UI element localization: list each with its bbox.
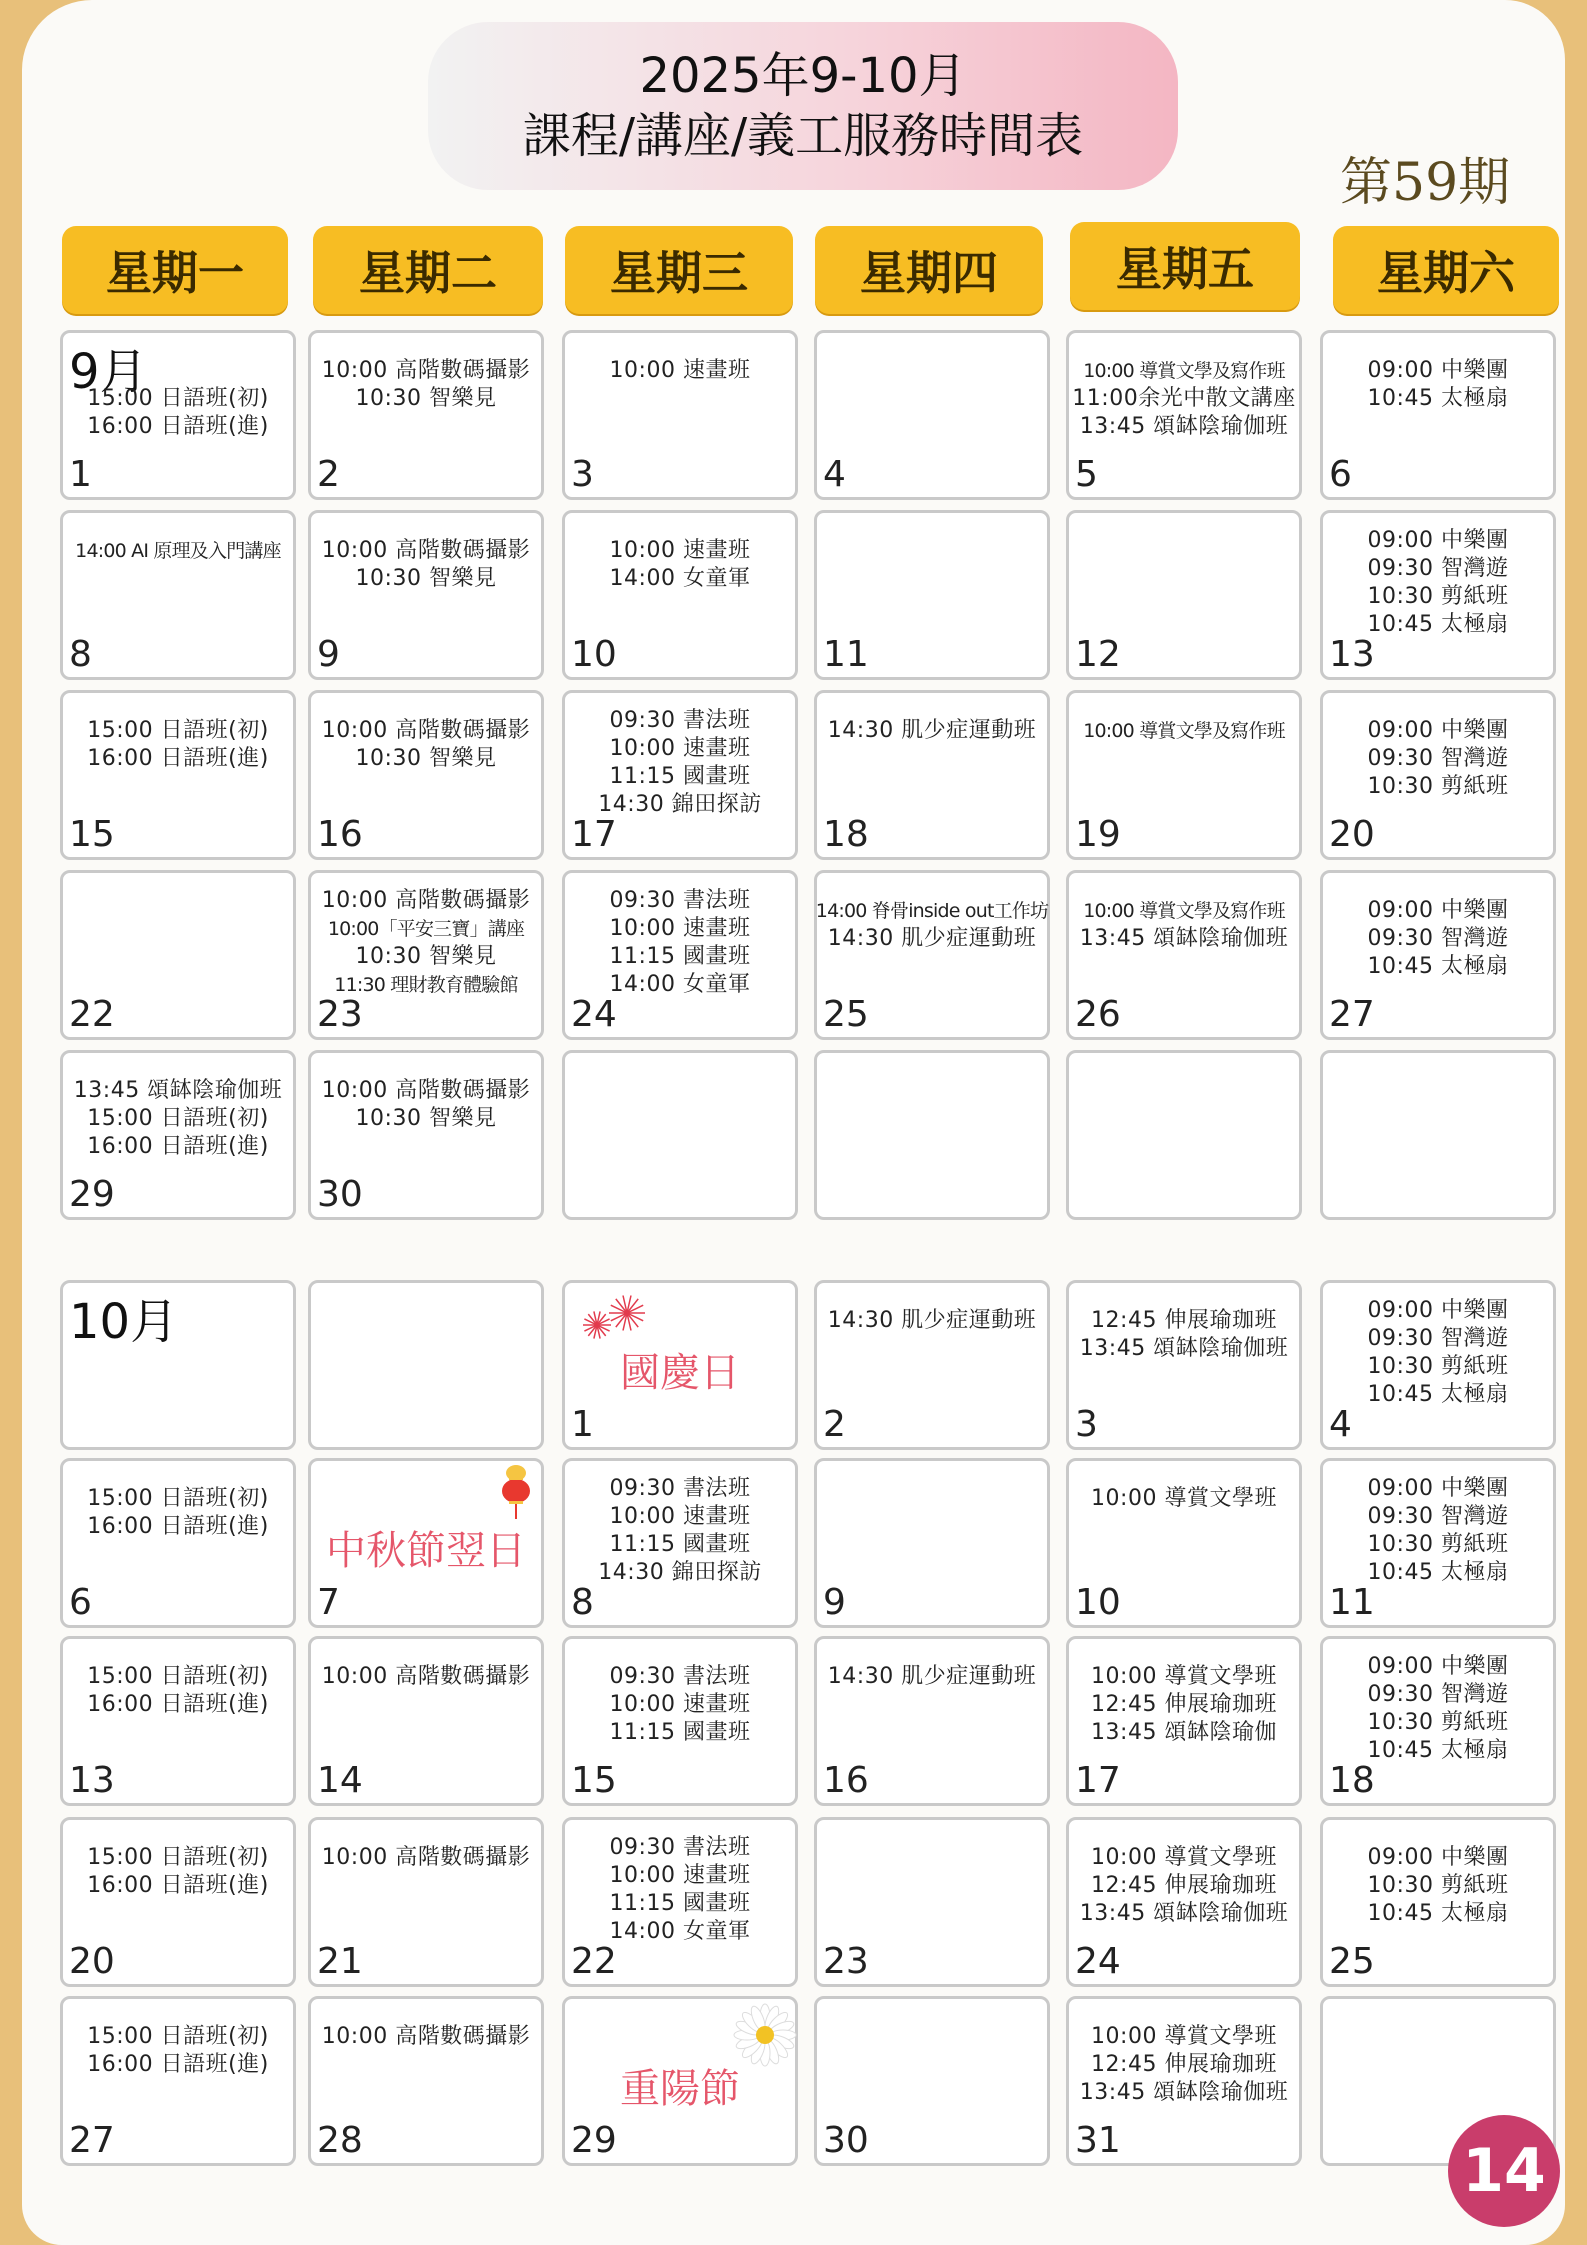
event-item: 14:30 肌少症運動班 xyxy=(827,718,1037,743)
calendar-cell xyxy=(814,1458,1050,1628)
calendar-cell xyxy=(308,1636,544,1806)
calendar-cell xyxy=(562,1817,798,1987)
title-banner xyxy=(428,22,1178,190)
calendar-cell xyxy=(60,1050,296,1220)
date-number: 23 xyxy=(823,1941,869,1982)
holiday-label: 重陽節 xyxy=(620,2066,740,2112)
event-item: 09:30 書法班 xyxy=(609,888,751,913)
event-item: 11:00余光中散文講座 xyxy=(1072,386,1296,411)
event-item: 10:30 智樂見 xyxy=(355,1106,497,1131)
event-item: 09:30 智灣遊 xyxy=(1367,1504,1509,1529)
calendar-cell xyxy=(308,330,544,500)
date-number: 1 xyxy=(69,454,92,495)
event-item: 16:00 日語班(進) xyxy=(87,1873,269,1898)
event-item: 09:30 智灣遊 xyxy=(1367,926,1509,951)
event-item: 09:30 書法班 xyxy=(609,1835,751,1860)
date-number: 13 xyxy=(69,1760,115,1801)
event-item: 10:30 剪紙班 xyxy=(1367,584,1509,609)
event-item: 10:00 高階數碼攝影 xyxy=(321,718,531,743)
date-number: 16 xyxy=(823,1760,869,1801)
date-number: 4 xyxy=(823,454,846,495)
date-number: 18 xyxy=(823,814,869,855)
title-line-2: 課程/講座/義工服務時間表 xyxy=(522,108,1084,164)
event-item: 11:30 理財教育體驗館 xyxy=(334,974,518,996)
month-label: 9月 xyxy=(69,344,148,400)
event-item: 12:45 伸展瑜珈班 xyxy=(1091,1308,1277,1333)
event-item: 11:15 國畫班 xyxy=(609,944,751,969)
event-item: 10:30 智樂見 xyxy=(355,386,497,411)
event-list xyxy=(315,1663,537,1691)
date-number: 16 xyxy=(317,814,363,855)
event-item: 16:00 日語班(進) xyxy=(87,414,269,439)
calendar-cell xyxy=(60,1458,296,1628)
date-number: 27 xyxy=(1329,994,1375,1035)
event-item: 11:15 國畫班 xyxy=(609,1891,751,1916)
event-item: 10:00 速畫班 xyxy=(609,916,751,941)
date-number: 27 xyxy=(69,2120,115,2161)
event-item: 13:45 頌缽陰瑜伽班 xyxy=(1079,414,1289,439)
date-number: 19 xyxy=(1075,814,1121,855)
weekday-header-3: 星期三 xyxy=(565,226,793,314)
event-item: 09:00 中樂團 xyxy=(1367,528,1509,553)
event-item: 16:00 日語班(進) xyxy=(87,2052,269,2077)
daisy-flower-icon xyxy=(733,2003,797,2071)
event-item: 13:45 頌缽陰瑜伽班 xyxy=(1079,2080,1289,2105)
event-list xyxy=(569,1475,791,1587)
date-number: 18 xyxy=(1329,1760,1375,1801)
calendar-cell xyxy=(814,1050,1050,1220)
date-number: 12 xyxy=(1075,634,1121,675)
calendar-cell xyxy=(1066,1996,1302,2166)
calendar-cell xyxy=(60,690,296,860)
date-number: 28 xyxy=(317,2120,363,2161)
event-item: 09:30 智灣遊 xyxy=(1367,1682,1509,1707)
date-number: 31 xyxy=(1075,2120,1121,2161)
event-item: 10:00 高階數碼攝影 xyxy=(321,1664,531,1689)
date-number: 26 xyxy=(1075,994,1121,1035)
date-number: 14 xyxy=(317,1760,363,1801)
event-item: 10:30 剪紙班 xyxy=(1367,1354,1509,1379)
event-item: 14:00 脊骨inside out工作坊 xyxy=(815,900,1049,922)
event-item: 10:45 太極扇 xyxy=(1367,954,1509,979)
event-item: 10:00 速畫班 xyxy=(609,1692,751,1717)
calendar-cell xyxy=(1066,1636,1302,1806)
event-item: 10:00 高階數碼攝影 xyxy=(321,2024,531,2049)
event-item: 15:00 日語班(初) xyxy=(87,1664,269,1689)
event-item: 10:00 速畫班 xyxy=(609,358,751,383)
date-number: 6 xyxy=(1329,454,1352,495)
calendar-cell xyxy=(308,1996,544,2166)
event-list xyxy=(67,717,289,773)
calendar-cell xyxy=(1320,1280,1556,1450)
calendar-cell xyxy=(814,330,1050,500)
event-list xyxy=(1073,1307,1295,1363)
event-item: 15:00 日語班(初) xyxy=(87,1845,269,1870)
event-item: 15:00 日語班(初) xyxy=(87,1106,269,1131)
event-item: 15:00 日語班(初) xyxy=(87,718,269,743)
date-number: 8 xyxy=(571,1582,594,1623)
event-list xyxy=(1073,357,1295,441)
fireworks-icon xyxy=(575,1289,655,1353)
weekday-header-2: 星期二 xyxy=(313,226,543,314)
date-number: 24 xyxy=(571,994,617,1035)
event-item: 11:15 國畫班 xyxy=(609,1532,751,1557)
calendar-cell xyxy=(60,330,296,500)
event-item: 13:45 頌缽陰瑜伽班 xyxy=(1079,1901,1289,1926)
event-item: 10:00 導賞文學及寫作班 xyxy=(1083,360,1285,382)
event-item: 10:00 導賞文學班 xyxy=(1091,2024,1277,2049)
event-list xyxy=(1327,527,1549,639)
event-list xyxy=(1073,2023,1295,2107)
calendar-cell xyxy=(562,510,798,680)
event-list xyxy=(67,1485,289,1541)
event-item: 13:45 頌缽陰瑜伽班 xyxy=(1079,1336,1289,1361)
event-item: 10:00 速畫班 xyxy=(609,736,751,761)
event-item: 10:00 導賞文學班 xyxy=(1091,1486,1277,1511)
date-number: 9 xyxy=(317,634,340,675)
calendar-cell xyxy=(1320,1050,1556,1220)
date-number: 11 xyxy=(823,634,869,675)
event-list xyxy=(315,357,537,413)
event-item: 14:30 肌少症運動班 xyxy=(827,1664,1037,1689)
date-number: 24 xyxy=(1075,1941,1121,1982)
event-list xyxy=(815,897,1049,953)
calendar-cell xyxy=(814,690,1050,860)
event-item: 10:45 太極扇 xyxy=(1367,1901,1509,1926)
calendar-cell xyxy=(308,1817,544,1987)
date-number: 29 xyxy=(69,1174,115,1215)
event-item: 09:00 中樂團 xyxy=(1367,1654,1509,1679)
date-number: 2 xyxy=(317,454,340,495)
date-number: 5 xyxy=(1075,454,1098,495)
calendar-cell xyxy=(562,690,798,860)
event-item: 16:00 日語班(進) xyxy=(87,1514,269,1539)
event-list xyxy=(67,1663,289,1719)
event-item: 09:00 中樂團 xyxy=(1367,1298,1509,1323)
calendar-cell xyxy=(308,690,544,860)
title-line-1: 2025年9-10月 xyxy=(639,48,967,104)
event-item: 11:15 國畫班 xyxy=(609,1720,751,1745)
weekday-header-6: 星期六 xyxy=(1333,226,1559,314)
date-number: 23 xyxy=(317,994,363,1035)
month-label: 10月 xyxy=(69,1294,179,1350)
calendar-cell xyxy=(562,330,798,500)
event-list xyxy=(569,357,791,385)
event-item: 10:00 高階數碼攝影 xyxy=(321,358,531,383)
event-item: 10:00 導賞文學班 xyxy=(1091,1664,1277,1689)
event-item: 12:45 伸展瑜珈班 xyxy=(1091,1692,1277,1717)
calendar-cell xyxy=(562,1996,798,2166)
event-item: 09:00 中樂團 xyxy=(1367,1845,1509,1870)
date-number: 8 xyxy=(69,634,92,675)
calendar-cell xyxy=(1066,1817,1302,1987)
event-list xyxy=(67,2023,289,2079)
event-list xyxy=(569,887,791,999)
event-list xyxy=(1073,717,1295,745)
calendar-cell xyxy=(814,870,1050,1040)
event-item: 10:00 高階數碼攝影 xyxy=(321,1078,531,1103)
event-list xyxy=(67,1077,289,1161)
date-number: 20 xyxy=(69,1941,115,1982)
date-number: 22 xyxy=(69,994,115,1035)
date-number: 25 xyxy=(1329,1941,1375,1982)
event-list xyxy=(821,1663,1043,1691)
date-number: 6 xyxy=(69,1582,92,1623)
calendar-cell xyxy=(814,1996,1050,2166)
calendar-cell xyxy=(1066,1280,1302,1450)
event-list xyxy=(1073,1485,1295,1513)
event-list xyxy=(1327,1844,1549,1928)
calendar-cell xyxy=(60,1636,296,1806)
page-number-badge: 14 xyxy=(1448,2115,1560,2227)
event-item: 16:00 日語班(進) xyxy=(87,746,269,771)
calendar-cell xyxy=(308,1280,544,1450)
calendar-cell xyxy=(1066,1050,1302,1220)
event-item: 09:30 智灣遊 xyxy=(1367,746,1509,771)
event-list xyxy=(315,887,537,999)
holiday-label: 國慶日 xyxy=(620,1350,740,1396)
event-item: 10:45 太極扇 xyxy=(1367,1560,1509,1585)
event-item: 15:00 日語班(初) xyxy=(87,386,269,411)
calendar-cell xyxy=(562,1050,798,1220)
event-list xyxy=(1327,1475,1549,1587)
event-item: 09:00 中樂團 xyxy=(1367,898,1509,923)
calendar-cell xyxy=(60,1280,296,1450)
event-list xyxy=(315,2023,537,2051)
calendar-cell xyxy=(60,870,296,1040)
date-number: 11 xyxy=(1329,1582,1375,1623)
event-item: 10:45 太極扇 xyxy=(1367,1382,1509,1407)
event-item: 10:00 導賞文學及寫作班 xyxy=(1083,720,1285,742)
event-item: 10:30 智樂見 xyxy=(355,566,497,591)
event-item: 10:00 高階數碼攝影 xyxy=(321,888,531,913)
calendar-cell xyxy=(60,1996,296,2166)
event-item: 10:00 速畫班 xyxy=(609,1504,751,1529)
event-item: 15:00 日語班(初) xyxy=(87,2024,269,2049)
event-item: 10:00「平安三寶」講座 xyxy=(327,918,525,940)
date-number: 13 xyxy=(1329,634,1375,675)
calendar-cell xyxy=(562,870,798,1040)
calendar-cell xyxy=(1320,1458,1556,1628)
event-item: 10:30 剪紙班 xyxy=(1367,1710,1509,1735)
date-number: 22 xyxy=(571,1941,617,1982)
event-item: 13:45 頌缽陰瑜伽班 xyxy=(1079,926,1289,951)
event-item: 15:00 日語班(初) xyxy=(87,1486,269,1511)
lantern-icon xyxy=(491,1463,541,1527)
event-item: 09:00 中樂團 xyxy=(1367,718,1509,743)
event-item: 14:30 肌少症運動班 xyxy=(827,926,1037,951)
event-list xyxy=(569,1663,791,1747)
holiday-label: 中秋節翌日 xyxy=(326,1528,526,1574)
calendar-cell xyxy=(562,1636,798,1806)
event-list xyxy=(315,1077,537,1133)
calendar-cell xyxy=(60,1817,296,1987)
event-item: 14:00 女童軍 xyxy=(609,972,751,997)
event-list xyxy=(67,537,289,565)
calendar-cell xyxy=(1320,510,1556,680)
event-list xyxy=(569,537,791,593)
event-item: 16:00 日語班(進) xyxy=(87,1692,269,1717)
date-number: 17 xyxy=(1075,1760,1121,1801)
weekday-header-5: 星期五 xyxy=(1070,222,1300,310)
event-item: 11:15 國畫班 xyxy=(609,764,751,789)
event-item: 10:30 剪紙班 xyxy=(1367,1873,1509,1898)
date-number: 15 xyxy=(571,1760,617,1801)
calendar-cell xyxy=(814,1636,1050,1806)
event-item: 12:45 伸展瑜珈班 xyxy=(1091,2052,1277,2077)
calendar-cell xyxy=(308,1458,544,1628)
date-number: 29 xyxy=(571,2120,617,2161)
calendar-cell xyxy=(1320,330,1556,500)
calendar-cell xyxy=(814,510,1050,680)
event-item: 09:30 書法班 xyxy=(609,1476,751,1501)
event-list xyxy=(821,1307,1043,1335)
event-list xyxy=(67,1844,289,1900)
calendar-cell xyxy=(60,510,296,680)
date-number: 20 xyxy=(1329,814,1375,855)
date-number: 4 xyxy=(1329,1404,1352,1445)
calendar-cell xyxy=(1320,690,1556,860)
event-item: 09:30 書法班 xyxy=(609,1664,751,1689)
event-item: 10:30 剪紙班 xyxy=(1367,774,1509,799)
date-number: 15 xyxy=(69,814,115,855)
date-number: 30 xyxy=(317,1174,363,1215)
event-item: 09:00 中樂團 xyxy=(1367,1476,1509,1501)
calendar-cell xyxy=(308,510,544,680)
event-list xyxy=(315,717,537,773)
event-list xyxy=(1327,897,1549,981)
calendar-cell xyxy=(1066,870,1302,1040)
event-item: 10:30 剪紙班 xyxy=(1367,1532,1509,1557)
calendar-cell xyxy=(1066,1458,1302,1628)
calendar-cell xyxy=(562,1280,798,1450)
event-item: 09:30 智灣遊 xyxy=(1367,556,1509,581)
date-number: 10 xyxy=(571,634,617,675)
calendar-cell xyxy=(1066,510,1302,680)
date-number: 10 xyxy=(1075,1582,1121,1623)
event-item: 12:45 伸展瑜珈班 xyxy=(1091,1873,1277,1898)
calendar-cell xyxy=(562,1458,798,1628)
event-list xyxy=(569,707,791,819)
date-number: 9 xyxy=(823,1582,846,1623)
event-item: 10:00 速畫班 xyxy=(609,538,751,563)
event-item: 10:45 太極扇 xyxy=(1367,386,1509,411)
calendar-cell xyxy=(814,1280,1050,1450)
calendar-cell xyxy=(1320,870,1556,1040)
event-item: 10:00 導賞文學班 xyxy=(1091,1845,1277,1870)
event-item: 10:30 智樂見 xyxy=(355,746,497,771)
event-list xyxy=(821,717,1043,745)
event-list xyxy=(1327,717,1549,801)
calendar-cell xyxy=(308,870,544,1040)
event-list xyxy=(1327,1297,1549,1409)
calendar-cell xyxy=(1066,330,1302,500)
event-list xyxy=(1073,1663,1295,1747)
date-number: 25 xyxy=(823,994,869,1035)
event-item: 10:45 太極扇 xyxy=(1367,1738,1509,1763)
event-list xyxy=(1327,357,1549,413)
date-number: 2 xyxy=(823,1404,846,1445)
date-number: 21 xyxy=(317,1941,363,1982)
date-number: 1 xyxy=(571,1404,594,1445)
issue-number: 第59期 xyxy=(1340,153,1511,213)
event-item: 09:30 智灣遊 xyxy=(1367,1326,1509,1351)
event-item: 14:30 肌少症運動班 xyxy=(827,1308,1037,1333)
event-list xyxy=(569,1834,791,1946)
event-list xyxy=(1073,897,1295,953)
event-list xyxy=(315,1844,537,1872)
event-item: 16:00 日語班(進) xyxy=(87,1134,269,1159)
event-item: 14:00 女童軍 xyxy=(609,566,751,591)
date-number: 3 xyxy=(1075,1404,1098,1445)
event-item: 10:45 太極扇 xyxy=(1367,612,1509,637)
event-item: 09:00 中樂團 xyxy=(1367,358,1509,383)
event-item: 10:00 導賞文學及寫作班 xyxy=(1083,900,1285,922)
calendar-cell xyxy=(814,1817,1050,1987)
calendar-cell xyxy=(1320,1817,1556,1987)
event-item: 14:00 女童軍 xyxy=(609,1919,751,1944)
calendar-cell xyxy=(308,1050,544,1220)
calendar-cell xyxy=(1320,1636,1556,1806)
date-number: 30 xyxy=(823,2120,869,2161)
calendar-cell xyxy=(1066,690,1302,860)
weekday-header-1: 星期一 xyxy=(62,226,288,314)
date-number: 17 xyxy=(571,814,617,855)
event-list xyxy=(1073,1844,1295,1928)
event-item: 14:00 AI 原理及入門講座 xyxy=(75,540,281,562)
event-list xyxy=(1327,1653,1549,1765)
event-item: 10:30 智樂見 xyxy=(355,944,497,969)
event-item: 10:00 速畫班 xyxy=(609,1863,751,1888)
event-list xyxy=(315,537,537,593)
event-item: 14:30 錦田探訪 xyxy=(598,1560,762,1585)
date-number: 7 xyxy=(317,1582,340,1623)
event-item: 10:00 高階數碼攝影 xyxy=(321,538,531,563)
event-item: 10:00 高階數碼攝影 xyxy=(321,1845,531,1870)
event-item: 13:45 頌缽陰瑜伽班 xyxy=(73,1078,283,1103)
event-list xyxy=(67,385,289,441)
weekday-header-4: 星期四 xyxy=(815,226,1043,314)
date-number: 3 xyxy=(571,454,594,495)
event-item: 13:45 頌缽陰瑜伽 xyxy=(1091,1720,1277,1745)
event-item: 09:30 書法班 xyxy=(609,708,751,733)
event-item: 14:30 錦田探訪 xyxy=(598,792,762,817)
